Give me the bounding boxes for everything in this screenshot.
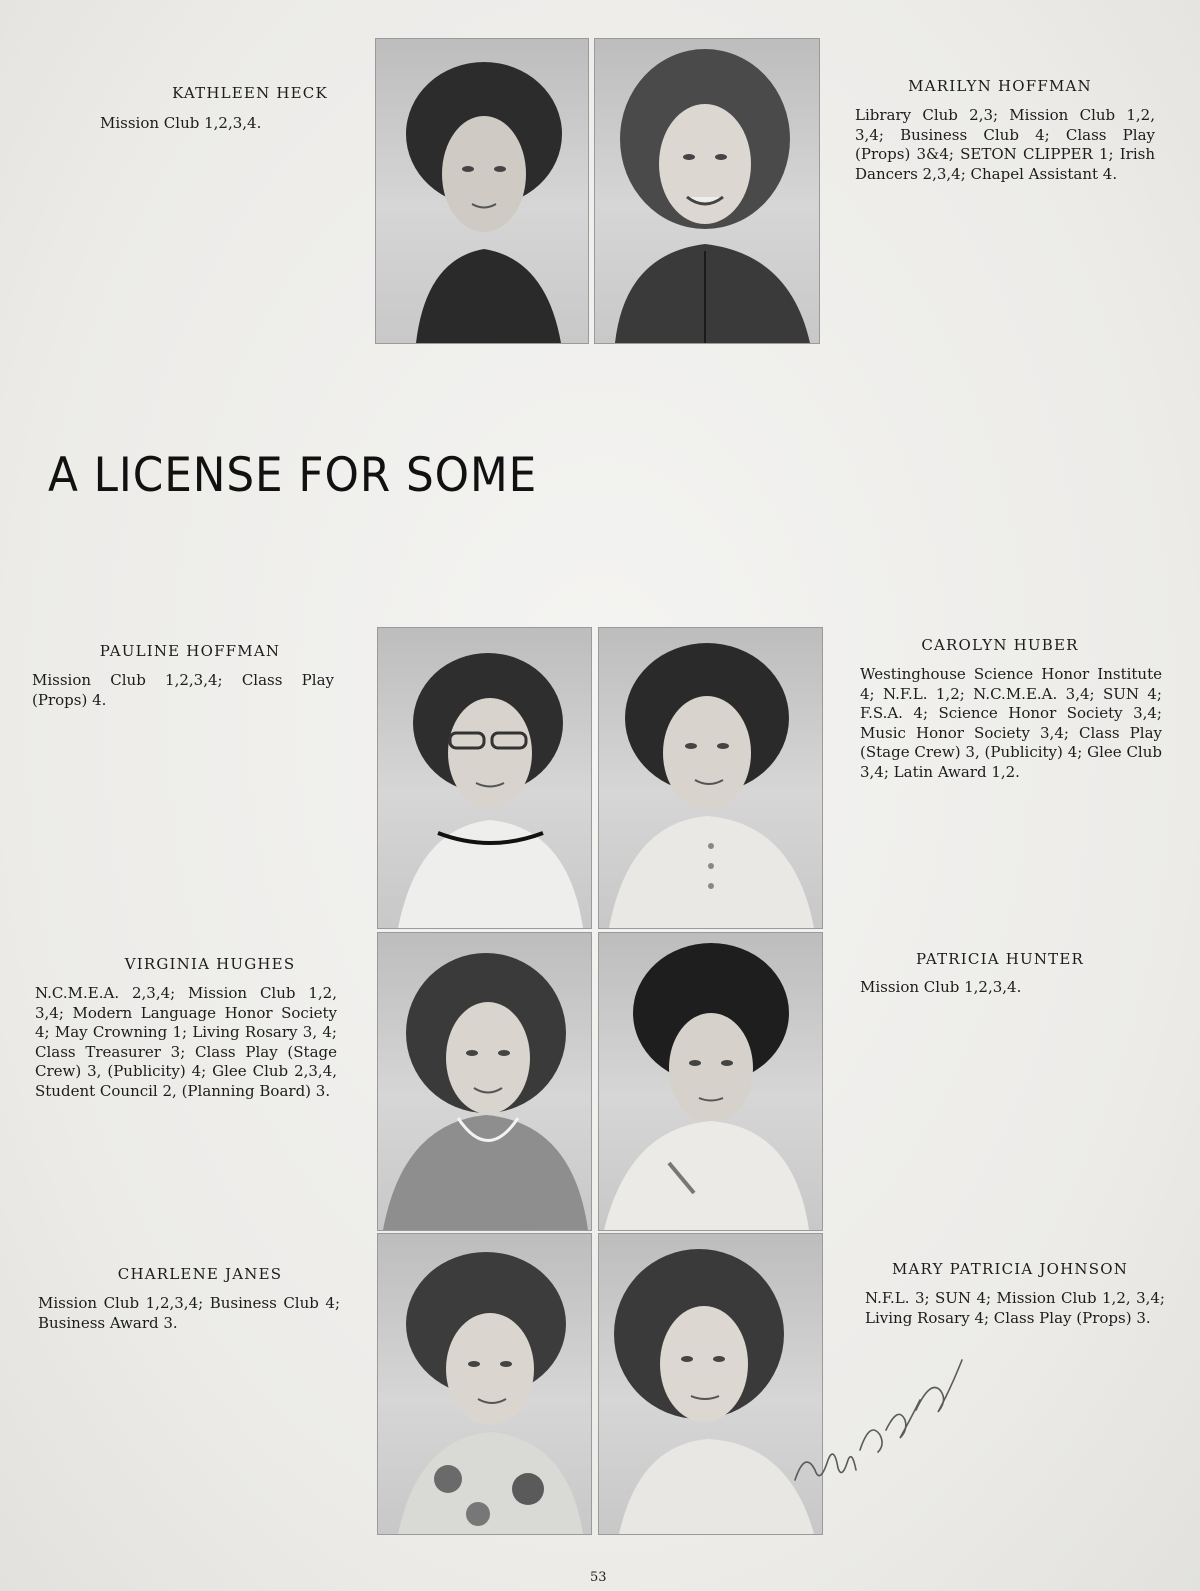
student-activities: Westinghouse Science Honor Institute 4; N.F.L. 1,2; N.C.M.E.A. 3,4; SUN 4; F.S.A. 4; Science Honor Society 3,4; Music Honor Society 3,4; Class Play (Stage Crew) 3, (Publicity) 4; Glee Club 3,4; Latin Award 1,2.	[860, 665, 1162, 781]
student-name: CHARLENE JANES	[117, 1265, 283, 1283]
student-name: CAROLYN HUBER	[921, 636, 1079, 654]
student-name: KATHLEEN HECK	[172, 84, 328, 102]
student-name: PAULINE HOFFMAN	[99, 642, 281, 660]
portrait-photo-pauline-hoffman	[377, 627, 592, 929]
student-activities: Mission Club 1,2,3,4.	[860, 978, 1022, 996]
student-activities: Library Club 2,3; Mission Club 1,2, 3,4; Business Club 4; Class Play (Props) 3&4; SETON CLIPPER 1; Irish Dancers 2,3,4; Chapel Assistant 4.	[855, 106, 1155, 183]
student-activities: N.C.M.E.A. 2,3,4; Mission Club 1,2, 3,4; Modern Language Honor Society 4; May Crowning 1; Living Rosary 3, 4; Class Treasurer 3; Class Play (Stage Crew) 3, (Publicity) 4; Glee Club 2,3,4, Student Council 2, (Planning Board) 3.	[35, 984, 337, 1100]
student-name: PATRICIA HUNTER	[915, 950, 1085, 968]
student-name: VIRGINIA HUGHES	[124, 955, 296, 973]
portrait-photo-carolyn-huber	[598, 627, 823, 929]
page-number: 53	[590, 1570, 607, 1585]
portrait-photo-kathleen-heck	[375, 38, 589, 344]
student-name: MARY PATRICIA JOHNSON	[891, 1260, 1129, 1278]
student-activities: Mission Club 1,2,3,4.	[100, 114, 262, 132]
student-activities: N.F.L. 3; SUN 4; Mission Club 1,2, 3,4; Living Rosary 4; Class Play (Props) 3.	[865, 1289, 1165, 1327]
student-activities: Mission Club 1,2,3,4; Class Play (Props) 4.	[32, 671, 334, 709]
page-headline: A LICENSE FOR SOME	[48, 448, 538, 503]
portrait-photo-virginia-hughes	[377, 932, 592, 1231]
portrait-photo-patricia-hunter	[598, 932, 823, 1231]
handwritten-signature	[790, 1320, 970, 1500]
portrait-photo-charlene-janes	[377, 1233, 592, 1535]
student-activities: Mission Club 1,2,3,4; Business Club 4; Business Award 3.	[38, 1294, 340, 1332]
portrait-photo-marilyn-hoffman	[594, 38, 820, 344]
student-name: MARILYN HOFFMAN	[908, 77, 1092, 95]
